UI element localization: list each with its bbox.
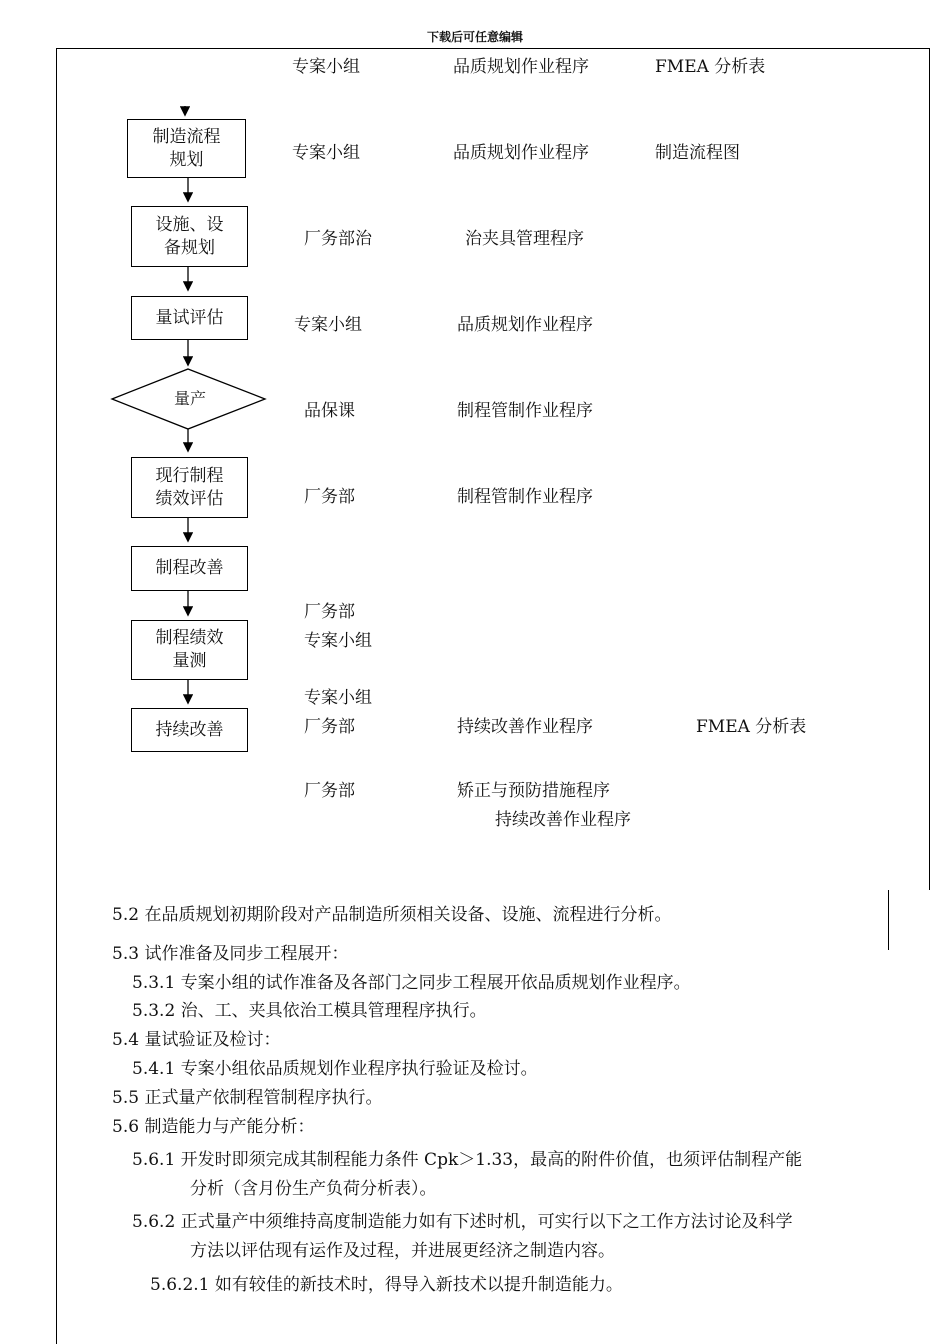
step-label: 制程改善 [155, 558, 224, 578]
step-1-procedure: 品质规划作业程序 [453, 143, 589, 163]
flow-step-trial-evaluation [131, 296, 248, 340]
step-1-dept: 专案小组 [292, 143, 360, 163]
step-3-procedure: 品质规划作业程序 [457, 315, 593, 335]
step-1-document: 制造流程图 [655, 143, 740, 163]
decision-label: 量产 [173, 389, 206, 408]
flow-step-continuous-improvement [131, 708, 248, 752]
step-5-dept: 厂务部 [304, 487, 355, 507]
top-row-dept: 专案小组 [292, 57, 360, 77]
extra-dept: 厂务部 [304, 781, 355, 801]
extra-procedure-2: 持续改善作业程序 [495, 810, 631, 830]
step-label: 量试评估 [155, 307, 224, 328]
step-3-dept: 专案小组 [294, 315, 362, 335]
flow-step-performance-evaluation [131, 457, 248, 518]
step-label: 量测 [172, 651, 207, 671]
para-5-4-1: 5.4.1 专案小组依品质规划作业程序执行验证及检讨。 [132, 1059, 538, 1079]
flow-step-facility-planning [131, 206, 248, 267]
extra-procedure-1: 矫正与预防措施程序 [457, 781, 610, 801]
step-2-dept: 厂务部治 [304, 229, 372, 249]
para-5-6-2-line-1: 5.6.2 正式量产中须维持高度制造能力如有下述时机，可实行以下之工作方法讨论及科学 [132, 1212, 793, 1232]
step-7-dept-2: 专案小组 [304, 631, 372, 651]
step-4-dept: 品保课 [304, 401, 355, 421]
step-8-document: FMEA 分析表 [696, 717, 807, 737]
step-5-procedure: 制程管制作业程序 [457, 487, 593, 507]
step-label: 绩效评估 [155, 488, 224, 509]
para-5-6: 5.6 制造能力与产能分析： [112, 1117, 315, 1137]
para-5-6-2-1: 5.6.2.1 如有较佳的新技术时，得导入新技术以提升制造能力。 [150, 1275, 623, 1295]
top-row-procedure: 品质规划作业程序 [453, 57, 589, 77]
step-label: 制程绩效 [155, 628, 224, 648]
para-5-6-1-line-2: 分析（含月份生产负荷分析表）。 [190, 1179, 437, 1199]
para-5-5: 5.5 正式量产依制程管制程序执行。 [112, 1088, 383, 1108]
page-header: 下载后可任意编辑 [426, 30, 523, 44]
step-label: 现行制程 [155, 465, 224, 486]
step-label: 制造流程 [152, 126, 221, 147]
step-2-procedure: 治夹具管理程序 [465, 229, 584, 249]
para-5-3-2: 5.3.2 治、工、夹具依治工模具管理程序执行。 [132, 1001, 487, 1021]
para-5-3: 5.3 试作准备及同步工程展开： [112, 944, 349, 964]
step-8-dept-1: 专案小组 [304, 688, 372, 708]
step-7-dept-1: 厂务部 [304, 602, 355, 622]
step-label: 持续改善 [155, 719, 224, 740]
para-5-2: 5.2 在品质规划初期阶段对产品制造所须相关设备、设施、流程进行分析。 [112, 905, 672, 925]
top-row-document: FMEA 分析表 [655, 57, 766, 77]
step-label: 设施、设 [155, 214, 224, 235]
para-5-6-1-line-1: 5.6.1 开发时即须完成其制程能力条件 Cpk＞1.33，最高的附件价值，也须评估制程产能 [132, 1150, 803, 1170]
flow-step-performance-measurement [131, 620, 248, 680]
step-8-dept-2: 厂务部 [304, 717, 355, 737]
flow-step-process-improvement [131, 546, 248, 591]
step-label: 规划 [169, 149, 204, 170]
para-5-3-1: 5.3.1 专案小组的试作准备及各部门之同步工程展开依品质规划作业程序。 [132, 973, 691, 993]
step-4-procedure: 制程管制作业程序 [457, 401, 593, 421]
para-5-4: 5.4 量试验证及检讨： [112, 1030, 281, 1050]
step-label: 备规划 [164, 237, 215, 258]
para-5-6-2-line-2: 方法以评估现有运作及过程，并进展更经济之制造内容。 [190, 1241, 615, 1261]
step-8-procedure: 持续改善作业程序 [457, 717, 593, 737]
flow-step-manufacturing-planning [127, 119, 246, 178]
